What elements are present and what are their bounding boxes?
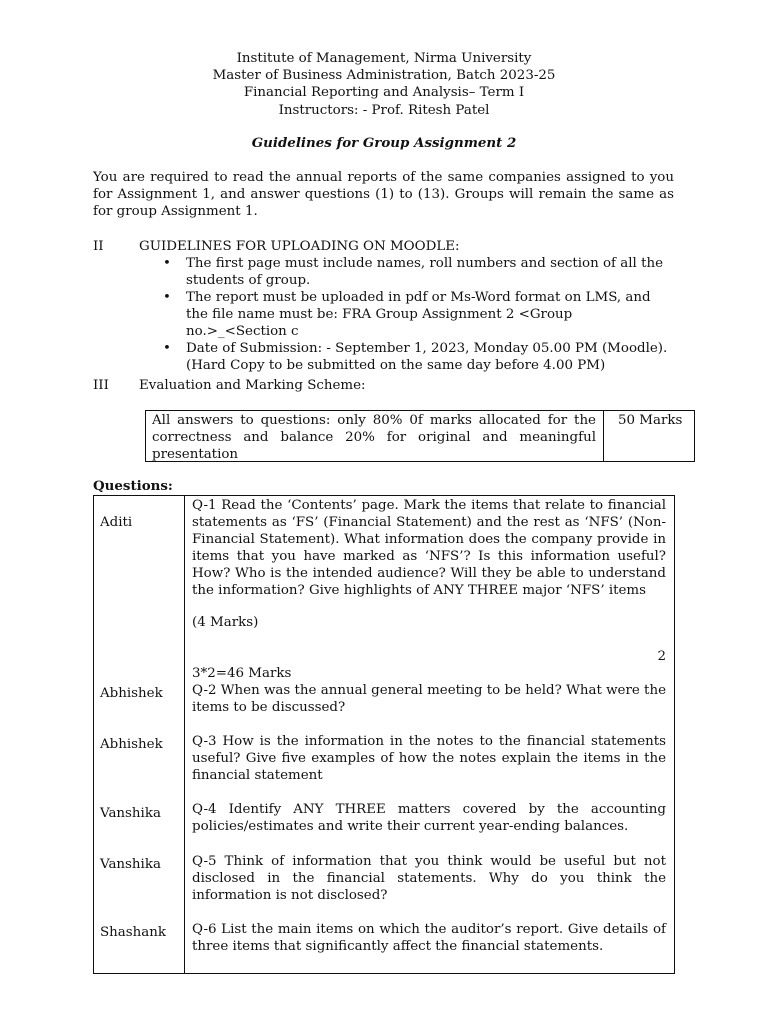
question-text: Q-6 List the main items on which the auditor’s report. Give details of three items that significantly affect the financial statements. [192, 922, 666, 954]
upload-guidelines-list [163, 255, 676, 374]
bullet-icon: • [163, 290, 171, 305]
program-name: Master of Business Administration, Batch 2023-25 [212, 68, 556, 84]
section-2-number: II [93, 239, 104, 254]
document-title: Guidelines for Group Assignment 2 [251, 135, 517, 151]
header [0, 50, 768, 119]
questions-table [93, 495, 675, 974]
list-item-text: The first page must include names, roll numbers and section of all the students of group. [186, 256, 664, 288]
evaluation-table [145, 410, 695, 462]
table-divider [603, 411, 604, 461]
section-3-number: III [93, 378, 109, 393]
question-text: Q-5 Think of information that you think would be useful but not disclosed in the financial statements. Why do you think the information is not disclosed? [192, 854, 666, 903]
evaluation-criteria: All answers to questions: only 80% 0f marks allocated for the correctness and balance 20% for original and meaningful presentation [152, 413, 596, 462]
assignee-name: Abhishek [100, 737, 163, 752]
list-item-text: Date of Submission: - September 1, 2023, Monday 05.00 PM (Moodle). (Hard Copy to be submitted on the same day before 4.00 PM) [186, 341, 668, 373]
question-marks: (4 Marks) [192, 615, 259, 630]
evaluation-marks: 50 Marks [618, 413, 683, 428]
intro-paragraph: You are required to read the annual reports of the same companies assigned to you for Assignment 1, and answer questions (1) to (13). Groups will remain the same as for group Assignment 1. [93, 170, 674, 219]
question-text: Q-1 Read the ‘Contents’ page. Mark the items that relate to financial statements as ‘FS’ (Financial Statement) and the rest as ‘NFS’ (Non-Financial Statement). What information does the company provide in items that you have marked as ‘NFS’? Is this information useful? How? Who is the intended audience? Will they be able to understand the information? Give highlights of ANY THREE major ‘NFS’ items [192, 498, 666, 598]
assignee-name: Vanshika [100, 806, 161, 821]
list-item-text: The report must be uploaded in pdf or Ms-Word format on LMS, and the file name must be: FRA Group Assignment 2 <Group no.>_<Section c [186, 290, 651, 339]
table-divider [184, 496, 185, 973]
question-text: Q-2 When was the annual general meeting to be held? What were the items to be discussed? [192, 683, 666, 715]
list-item [163, 340, 676, 374]
assignee-name: Abhishek [100, 686, 163, 701]
assignee-name: Aditi [100, 515, 133, 530]
questions-heading: Questions: [93, 478, 173, 494]
institute-name: Institute of Management, Nirma University [236, 51, 532, 66]
bullet-icon: • [163, 341, 171, 356]
assignee-name: Shashank [100, 925, 166, 940]
section-3-title: Evaluation and Marking Scheme: [139, 378, 366, 393]
list-item [163, 255, 676, 289]
assignee-name: Vanshika [100, 857, 161, 872]
section-2-title: GUIDELINES FOR UPLOADING ON MOODLE: [139, 239, 460, 254]
instructor-line: Instructors: - Prof. Ritesh Patel [278, 102, 490, 118]
page-number: 2 [657, 649, 666, 664]
course-name: Financial Reporting and Analysis– Term I [243, 85, 525, 101]
question-text: Q-4 Identify ANY THREE matters covered by the accounting policies/estimates and write their current year-ending balances. [192, 802, 666, 834]
bullet-icon: • [163, 256, 171, 271]
question-text: Q-3 How is the information in the notes to the financial statements useful? Give five examples of how the notes explain the items in the financial statement [192, 734, 666, 783]
list-item [163, 289, 676, 340]
marks-total: 3*2=46 Marks [192, 666, 292, 681]
